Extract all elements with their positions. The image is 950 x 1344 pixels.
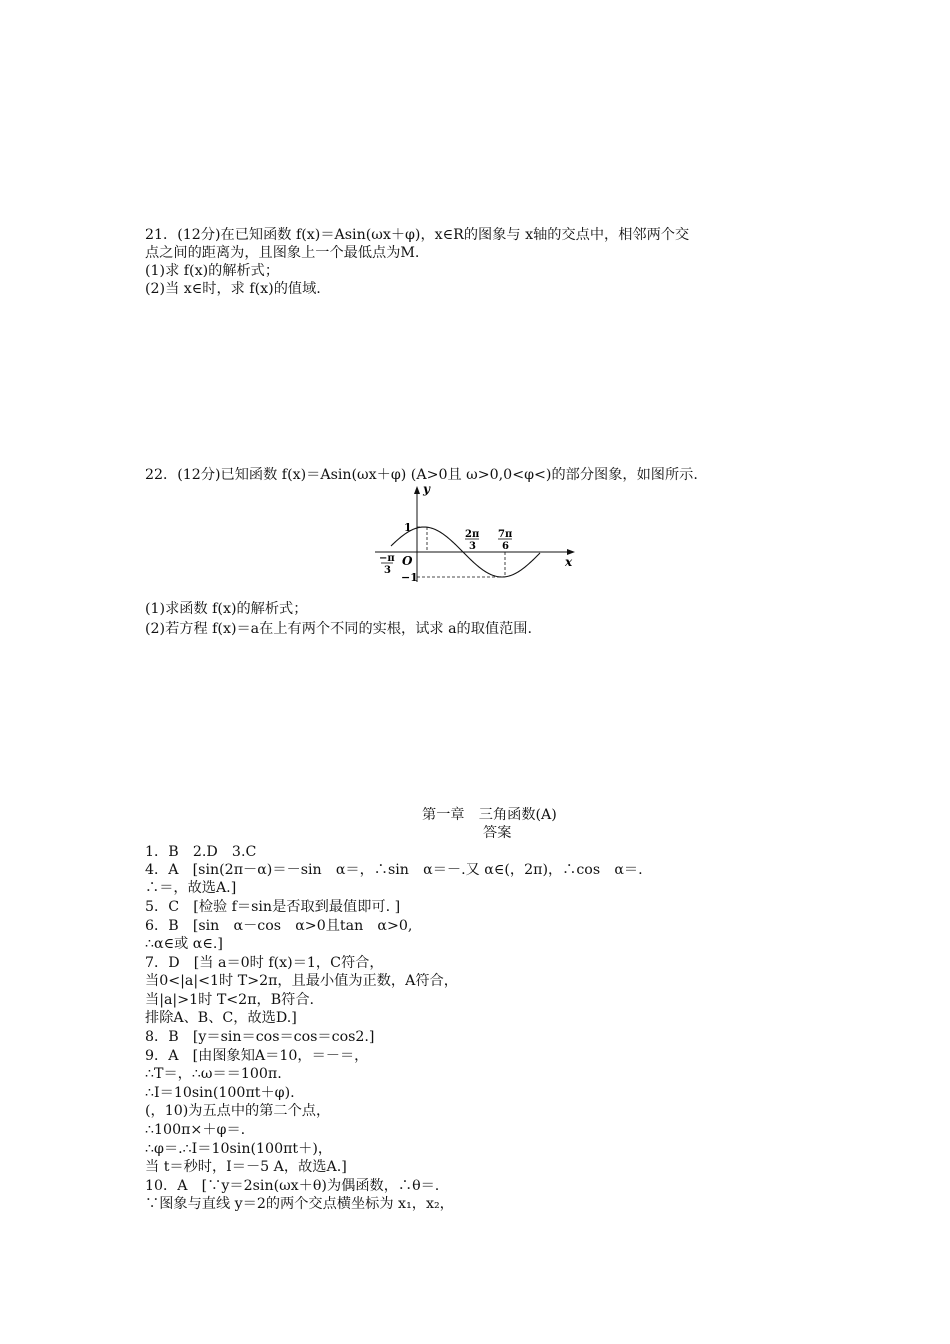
problem-21-part-2: (2)当 x∈时，求 f(x)的值域. <box>145 281 321 297</box>
problem-22-part-2: (2)若方程 f(x)＝a在上有两个不同的实根，试求 a的取值范围. <box>145 621 532 637</box>
answer-line: 当 t＝秒时，I＝－5 A，故选A.] <box>145 1159 347 1175</box>
problem-22-part-1: (1)求函数 f(x)的解析式； <box>145 601 308 617</box>
answer-line: 10．A [∵y＝2sin(ωx＋θ)为偶函数，∴θ＝. <box>145 1178 440 1194</box>
answer-line: 7．D [当 a＝0时 f(x)＝1，C符合， <box>145 955 384 971</box>
problem-21-line-1: 21．(12分)在已知函数 f(x)＝Asin(ωx＋φ)，x∈R的图象与 x轴的交点中，相邻两个交 <box>145 227 690 243</box>
answer-line: 排除A、B、C，故选D.] <box>145 1010 297 1026</box>
answer-line: 1．B 2.D 3.C <box>145 844 257 860</box>
answer-line: 9．A [由图象知A＝10，＝－＝， <box>145 1048 369 1064</box>
answer-line: 当|a|>1时 T<2π，B符合. <box>145 992 315 1008</box>
answer-line: ∴T＝，∴ω＝＝100π. <box>145 1066 282 1082</box>
answer-line: (，10)为五点中的第二个点， <box>145 1103 331 1119</box>
y-axis-arrow <box>414 486 420 494</box>
problem-21-part-1: (1)求 f(x)的解析式； <box>145 263 280 279</box>
tick-label-neg-one: −1 <box>401 571 418 582</box>
tick-neg-pi-third-num: −π <box>379 553 395 564</box>
answer-line: ∵图象与直线 y＝2的两个交点横坐标为 x₁，x₂， <box>145 1196 454 1212</box>
answer-line: 8．B [y＝sin＝cos＝cos＝cos2.] <box>145 1029 375 1045</box>
answer-line: 4．A [sin(2π－α)＝－sin α＝，∴sin α＝－.又 α∈(，2π)，∴cos α＝. <box>145 862 643 878</box>
sine-graph-figure <box>375 482 585 582</box>
answers-subtitle: 答案 <box>483 825 512 841</box>
problem-21-line-2: 点之间的距离为，且图象上一个最低点为M. <box>145 245 420 261</box>
origin-label: O <box>402 554 413 568</box>
answer-line: 6．B [sin α－cos α>0且tan α>0, <box>145 918 413 934</box>
tick-seven-pi-sixth-num: 7π <box>498 529 513 540</box>
chapter-title: 第一章 三角函数(A) <box>422 807 557 823</box>
x-axis-label: x <box>565 555 573 569</box>
answer-line: ∴100π×＋φ＝. <box>145 1122 246 1138</box>
answer-line: 当0<|a|<1时 T>2π，且最小值为正数，A符合， <box>145 973 458 989</box>
answer-line: ∴＝，故选A.] <box>145 880 237 896</box>
tick-seven-pi-sixth-den: 6 <box>502 541 509 552</box>
answer-line: ∴φ＝.∴I＝10sin(100πt＋)， <box>145 1141 333 1157</box>
answer-line: ∴α∈或 α∈.] <box>145 936 223 952</box>
answer-line: 5．C [检验 f＝sin是否取到最值即可. ] <box>145 899 401 915</box>
tick-two-pi-third-num: 2π <box>465 529 480 540</box>
problem-22-line-1: 22．(12分)已知函数 f(x)＝Asin(ωx＋φ) (A>0且 ω>0,0<φ<)的部分图象，如图所示. <box>145 467 698 483</box>
tick-neg-pi-third-den: 3 <box>384 565 391 576</box>
tick-label-one: 1 <box>404 521 412 534</box>
tick-two-pi-third-den: 3 <box>469 541 476 552</box>
y-axis-label: y <box>423 482 430 496</box>
answer-line: ∴I＝10sin(100πt＋φ). <box>145 1085 295 1101</box>
